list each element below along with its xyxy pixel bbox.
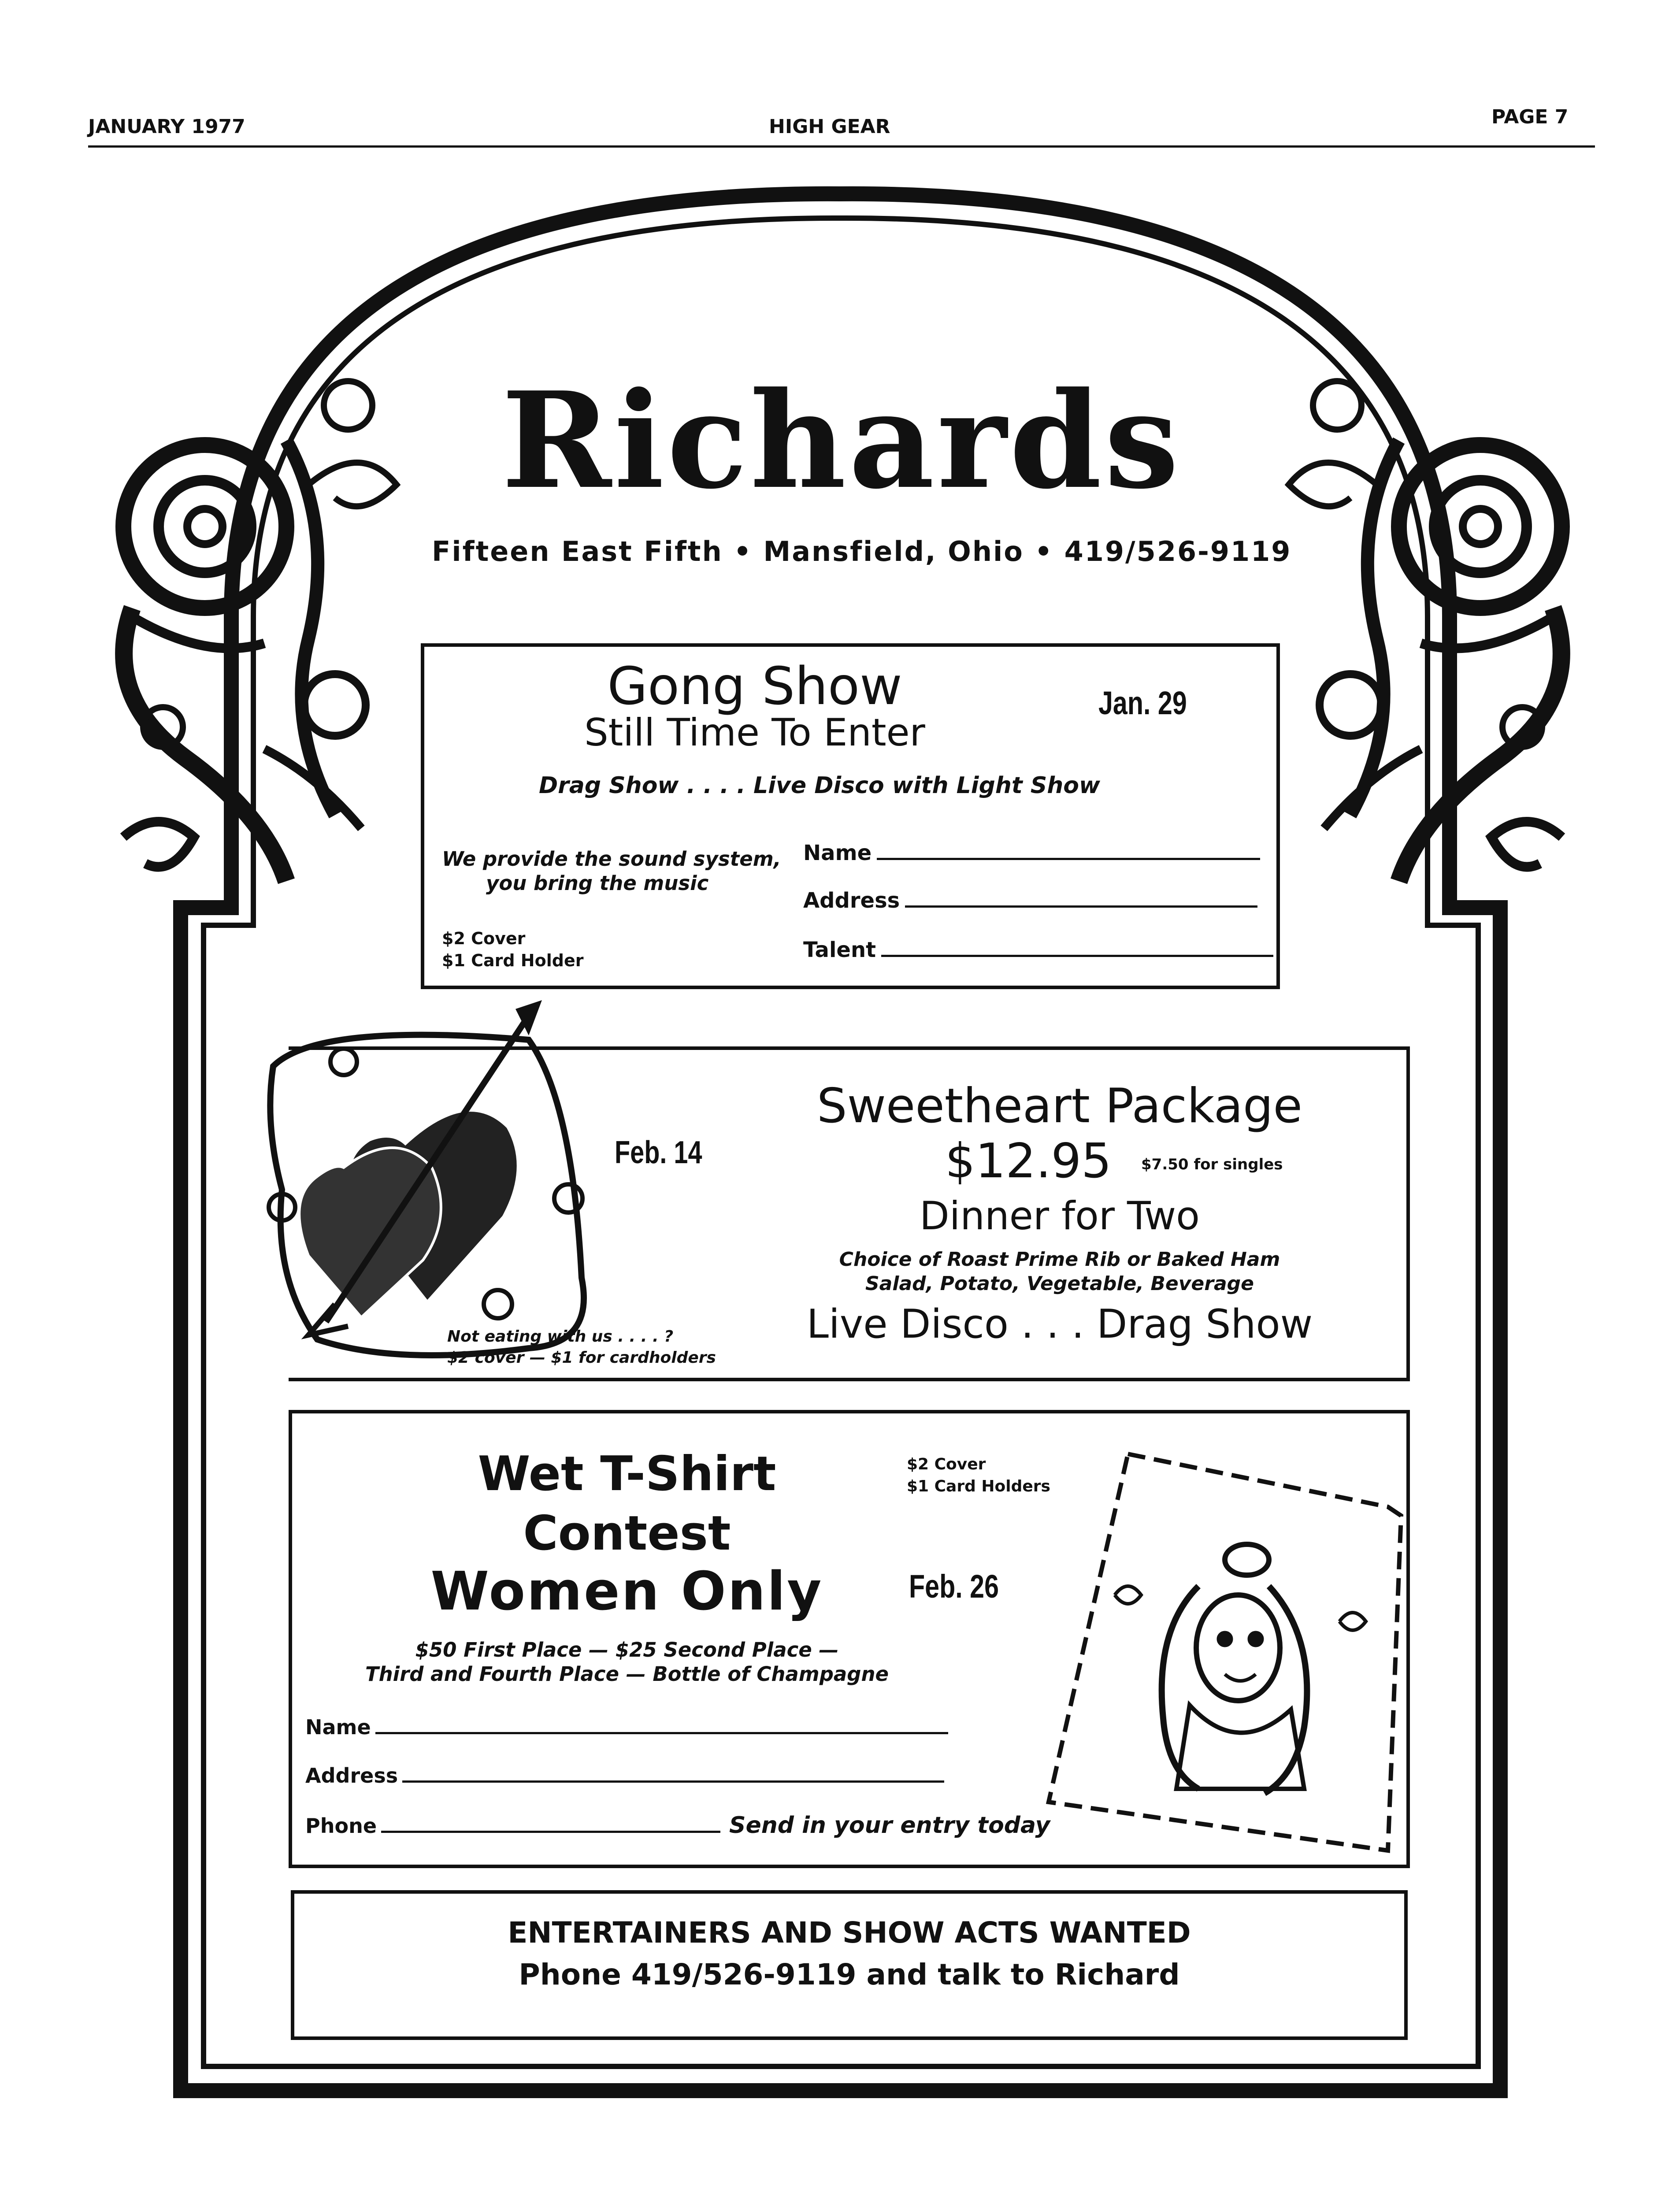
sweetheart-box	[289, 1046, 1410, 1381]
sweetheart-date: Feb. 14	[615, 1135, 702, 1170]
wet-cover: $2 Cover	[907, 1455, 986, 1473]
wet-line3: Women Only	[430, 1561, 823, 1622]
wet-prizes2: Third and Fourth Place — Bottle of Champagne	[365, 1662, 889, 1686]
wet-name-row	[305, 1715, 948, 1739]
wanted-line2: Phone 419/526-9119 and talk to Richard	[519, 1958, 1180, 1992]
gong-name-label: Name	[803, 841, 872, 865]
gong-talent-row	[803, 938, 1273, 962]
wet-card: $1 Card Holders	[907, 1477, 1050, 1495]
header-date: JANUARY 1977	[88, 115, 245, 138]
wanted-line1: ENTERTAINERS AND SHOW ACTS WANTED	[508, 1916, 1191, 1950]
sweetheart-price: $12.95	[945, 1134, 1112, 1189]
gong-show-box	[421, 643, 1280, 989]
venue-logo: Richards	[501, 363, 1182, 518]
wet-prizes1: $50 First Place — $25 Second Place —	[415, 1638, 839, 1662]
gong-card: $1 Card Holder	[442, 951, 584, 970]
sweetheart-dinner: Dinner for Two	[919, 1193, 1200, 1239]
wet-name-label: Name	[305, 1715, 371, 1739]
header-page: PAGE 7	[1491, 106, 1569, 128]
sweetheart-not-eating: Not eating with us . . . . ?	[447, 1328, 674, 1346]
gong-name-line[interactable]	[877, 858, 1260, 860]
gong-address-label: Address	[803, 888, 900, 913]
gong-note-line2: you bring the music	[486, 872, 709, 895]
wet-address-row	[305, 1764, 944, 1788]
gong-cover: $2 Cover	[442, 929, 526, 948]
gong-date: Jan. 29	[1098, 685, 1187, 721]
sweetheart-menu1: Choice of Roast Prime Rib or Baked Ham	[839, 1248, 1280, 1271]
venue-address: Fifteen East Fifth • Mansfield, Ohio • 419/526-9119	[432, 535, 1292, 567]
wet-date: Feb. 26	[909, 1568, 999, 1605]
gong-note-line1: We provide the sound system,	[442, 847, 781, 871]
wet-phone-line[interactable]	[381, 1831, 720, 1833]
sweetheart-title: Sweetheart Package	[817, 1079, 1302, 1134]
wet-line2: Contest	[523, 1506, 731, 1561]
sweetheart-singles: $7.50 for singles	[1141, 1156, 1283, 1173]
wet-tshirt-box	[289, 1410, 1410, 1868]
wet-phone-label: Phone	[305, 1814, 377, 1838]
wet-send: Send in your entry today	[729, 1812, 1050, 1839]
gong-address-row	[803, 888, 1257, 913]
wet-name-line[interactable]	[375, 1732, 948, 1734]
sweetheart-menu2: Salad, Potato, Vegetable, Beverage	[865, 1272, 1254, 1295]
gong-talent-line[interactable]	[881, 955, 1273, 957]
sweetheart-show: Live Disco . . . Drag Show	[806, 1301, 1313, 1347]
gong-subtitle: Still Time To Enter	[584, 711, 925, 755]
gong-name-row	[803, 841, 1260, 865]
gong-title: Gong Show	[607, 656, 902, 716]
scroll-ornament-left-icon	[123, 381, 397, 881]
wet-line1: Wet T-Shirt	[478, 1446, 776, 1502]
wet-address-line[interactable]	[402, 1780, 944, 1783]
gong-tagline: Drag Show . . . . Live Disco with Light Show	[539, 772, 1101, 799]
sweetheart-cover: $2 cover — $1 for cardholders	[447, 1349, 716, 1367]
wet-address-label: Address	[305, 1764, 398, 1788]
gong-talent-label: Talent	[803, 938, 876, 962]
wanted-box	[291, 1890, 1408, 2040]
header-publication: HIGH GEAR	[769, 115, 890, 138]
gong-address-line[interactable]	[905, 905, 1257, 908]
wet-phone-row	[305, 1812, 1050, 1839]
